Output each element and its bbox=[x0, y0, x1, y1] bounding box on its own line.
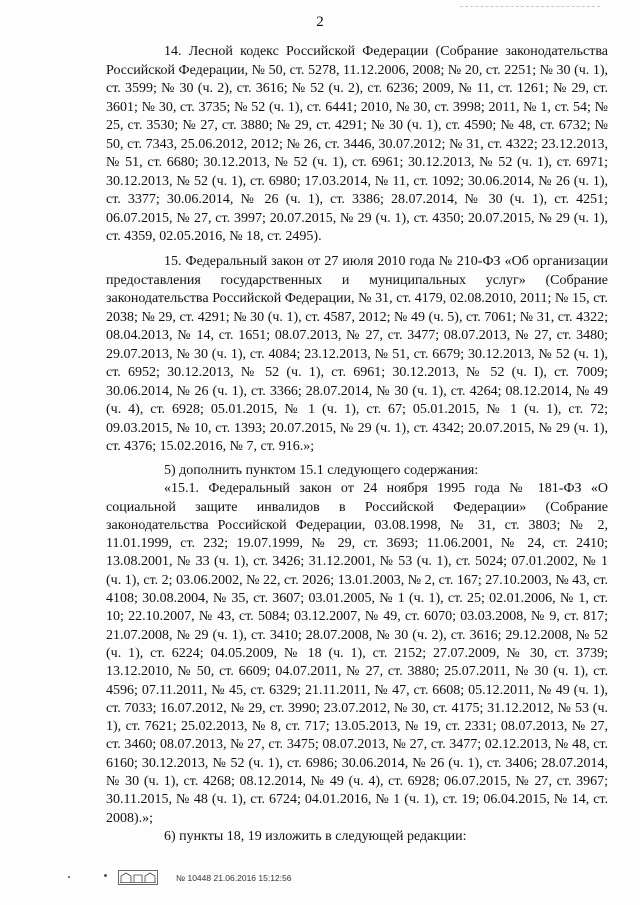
page-number: 2 bbox=[316, 14, 324, 30]
paragraph-6-block bbox=[106, 828, 608, 847]
scan-dot bbox=[68, 876, 70, 878]
scan-dot-2 bbox=[104, 874, 107, 877]
paragraph-6: 6) пункты 18, 19 изложить в следующей редакции: bbox=[164, 829, 467, 844]
registry-stamp-icon bbox=[118, 870, 158, 885]
paragraph-14: 14. Лесной кодекс Российской Федерации (Собрание законодательства Российской Федерации, № 50, ст. 5278, 11.12.2006, 2008; № 20, ст. 2251; № 30 (ч. 1), ст. 3599; № 30 (ч. 2), ст. 3616; № 52 (ч. 2), ст. 6236; 2009, № 11, ст. 1261; № 29, ст. 3601; № 30, ст. 3735; № 52 (ч. 1), ст. 6441; 2010, № 30, ст. 3998; 2011, № 1, ст. 54; № 25, ст. 3530; № 27, ст. 3880; № 29, ст. 4291; № 30 (ч. 1), ст. 4590; № 48, ст. 6732; № 50, ст. 7343, 25.06.2012, 2012; № 26, ст. 3446, 30.07.2012; № 31, ст. 4322; 23.12.2013, № 51, ст. 6680; 30.12.2013, № 52 (ч. 1), ст. 6961; 30.12.2013, № 52 (ч. 1), ст. 6971; 30.12.2013, № 52 (ч. 1), ст. 6980; 17.03.2014, № 11, ст. 1092; 30.06.2014, № 26 (ч. 1), ст. 3377; 30.06.2014, № 26 (ч. 1), ст. 3386; 28.07.2014, № 30 (ч. 1), ст. 4251; 06.07.2015, № 27, ст. 3997; 20.07.2015, № 29 (ч. 1), ст. 4350; 20.07.2015, № 29 (ч. 1), ст. 4359, 02.05.2016, № 18, ст. 2495). bbox=[106, 44, 608, 244]
registration-number: № 10448 21.06.2016 15:12:56 bbox=[176, 873, 292, 883]
paragraph-14-block bbox=[106, 43, 608, 247]
paragraph-5-block bbox=[106, 462, 608, 828]
paragraph-5: 5) дополнить пунктом 15.1 следующего содержания: bbox=[164, 463, 479, 478]
header-scan-mark bbox=[460, 6, 600, 7]
paragraph-15-1: «15.1. Федеральный закон от 24 ноября 1995 года № 181-ФЗ «О социальной защите инвалидов в Российской Федерации» (Собрание законодательства Российской Федерации, 03.08.1998, № 31, ст. 3803; № 2, 11.01.1999, ст. 232; 19.07.1999, № 29, ст. 3693; 11.06.2001, № 24, ст. 2410; 13.08.2001, № 33 (ч. 1), ст. 3426; 31.12.2001, № 53 (ч. 1), ст. 5024; 07.01.2002, № 1 (ч. 1), ст. 2; 03.06.2002, № 22, ст. 2026; 13.01.2003, № 2, ст. 167; 27.10.2003, № 43, ст. 4108; 30.08.2004, № 35, ст. 3607; 03.01.2005, № 1 (ч. 1), ст. 25; 02.01.2006, № 1, ст. 10; 22.10.2007, № 43, ст. 5084; 03.12.2007, № 49, ст. 6070; 03.03.2008, № 9, ст. 817; 21.07.2008, № 29 (ч. 1), ст. 3410; 28.07.2008, № 30 (ч. 2), ст. 3616; 29.12.2008, № 52 (ч. 1), ст. 6224; 04.05.2009, № 18 (ч. 1), ст. 2152; 27.07.2009, № 30, ст. 3739; 13.12.2010, № 50, ст. 6609; 04.07.2011, № 27, ст. 3880; 25.07.2011, № 30 (ч. 1), ст. 4596; 07.11.2011, № 45, ст. 6329; 21.11.2011, № 47, ст. 6608; 05.12.2011, № 49 (ч. 1), ст. 7033; 16.07.2012, № 29, ст. 3990; 23.07.2012, № 30, ст. 4175; 31.12.2012, № 53 (ч. 1), ст. 7621; 25.02.2013, № 8, ст. 717; 13.05.2013, № 19, ст. 2331; 08.07.2013, № 27, ст. 3460; 08.07.2013, № 27, ст. 3475; 08.07.2013, № 27, ст. 3477; 02.12.2013, № 48, ст. 6160; 30.12.2013, № 52 (ч. 1), ст. 6986; 30.06.2014, № 26 (ч. 1), ст. 3406; 28.07.2014, № 30 (ч. 1), ст. 4268; 08.12.2014, № 49 (ч. 4), ст. 6928; 06.07.2015, № 27, ст. 3967; 30.11.2015, № 48 (ч. 1), ст. 6724; 04.01.2016, № 1 (ч. 1), ст. 19; 06.04.2015, № 14, ст. 2008).»; bbox=[106, 481, 608, 826]
paragraph-15: 15. Федеральный закон от 27 июля 2010 года № 210-ФЗ «Об организации предоставления государственных и муниципальных услуг» (Собрание законодательства Российской Федерации, № 31, ст. 4179, 02.08.2010, 2011; № 15, ст. 2038; № 29, ст. 4291; № 30 (ч. 1), ст. 4587, 2012; № 49 (ч. 5), ст. 7061; № 31, ст. 4322; 08.04.2013, № 14, ст. 1651; 08.07.2013, № 27, ст. 3477; 08.07.2013, № 27, ст. 3480; 29.07.2013, № 30 (ч. 1), ст. 4084; 23.12.2013, № 51, ст. 6679; 30.12.2013, № 52 (ч. 1), ст. 6952; 30.12.2013, № 52 (ч. 1), ст. 6961; 30.12.2013, № 52 (ч. I), ст. 7009; 30.06.2014, № 26 (ч. 1), ст. 3366; 28.07.2014, № 30 (ч. 1), ст. 4264; 08.12.2014, № 49 (ч. 4), ст. 6928; 05.01.2015, № 1 (ч. 1), ст. 67; 05.01.2015, № 1 (ч. 1), ст. 72; 09.03.2015, № 10, ст. 1393; 20.07.2015, № 29 (ч. 1), ст. 4342; 20.07.2015, № 29 (ч. 1), ст. 4376; 15.02.2016, № 7, ст. 916.»; bbox=[106, 254, 608, 454]
paragraph-15-block bbox=[106, 253, 608, 457]
